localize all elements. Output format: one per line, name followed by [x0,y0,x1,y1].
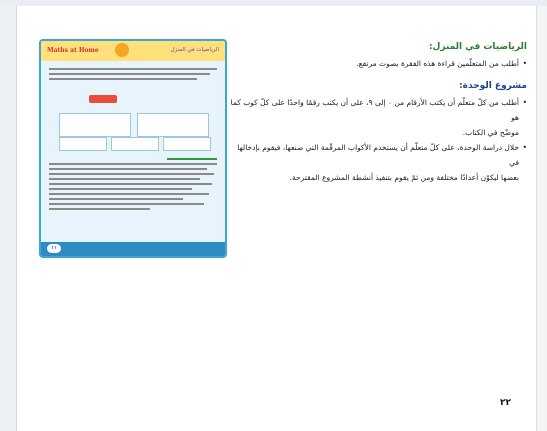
project-instruction-2: • خلال دراسة الوحدة، على كلّ متعلّم أن يستخدم الأكواب المرقّمة التي صنعها، فيقوم بإدخالها في [227,140,527,170]
thumbnail-steps-text [49,155,217,213]
teacher-notes [227,42,527,185]
thumbnail-cups-image [59,113,131,137]
document-page [17,6,536,431]
thumbnail-number-strip [163,137,211,151]
thumbnail-footer [41,242,225,256]
sun-illustration-icon [115,43,129,57]
thumbnail-title-ar: الرياضيات في المنزل [170,47,219,53]
project-instruction-1-cont: موضّح في الكتاب. [462,128,519,137]
viewer-scrollbar[interactable] [536,6,547,431]
textbook-page-thumbnail [39,39,227,258]
thumbnail-badge [89,95,117,103]
viewer-left-margin [0,6,17,431]
thumbnail-number-strip [59,137,107,151]
home-math-heading: الرياضيات في المنزل: [428,42,527,52]
thumbnail-number-strip [111,137,159,151]
thumbnail-title-en: Maths at Home [47,47,99,54]
thumbnail-intro-text [49,65,217,83]
project-instruction-2-cont: بعضها ليكوّن أعدادًا مختلفة ومن ثمّ يقوم بتنفيذ أنشطة المشروع المقترحة. [289,173,519,182]
thumbnail-page-number: ١١ [47,244,61,253]
project-instruction-1: • أطلب من كلّ متعلّم أن يكتب الأرقام من ٠ إلى ٩، على أن يكتب رقمًا واحدًا على كلّ كوب كما هو [227,95,527,125]
thumbnail-cups-image [137,113,209,137]
home-math-instruction: • أطلب من المتعلّمين قراءة هذه الفقرة بصوت مرتفع. [227,56,527,71]
unit-project-heading: مشروع الوحدة: [459,81,527,91]
page-number: ٢٢ [500,398,511,408]
